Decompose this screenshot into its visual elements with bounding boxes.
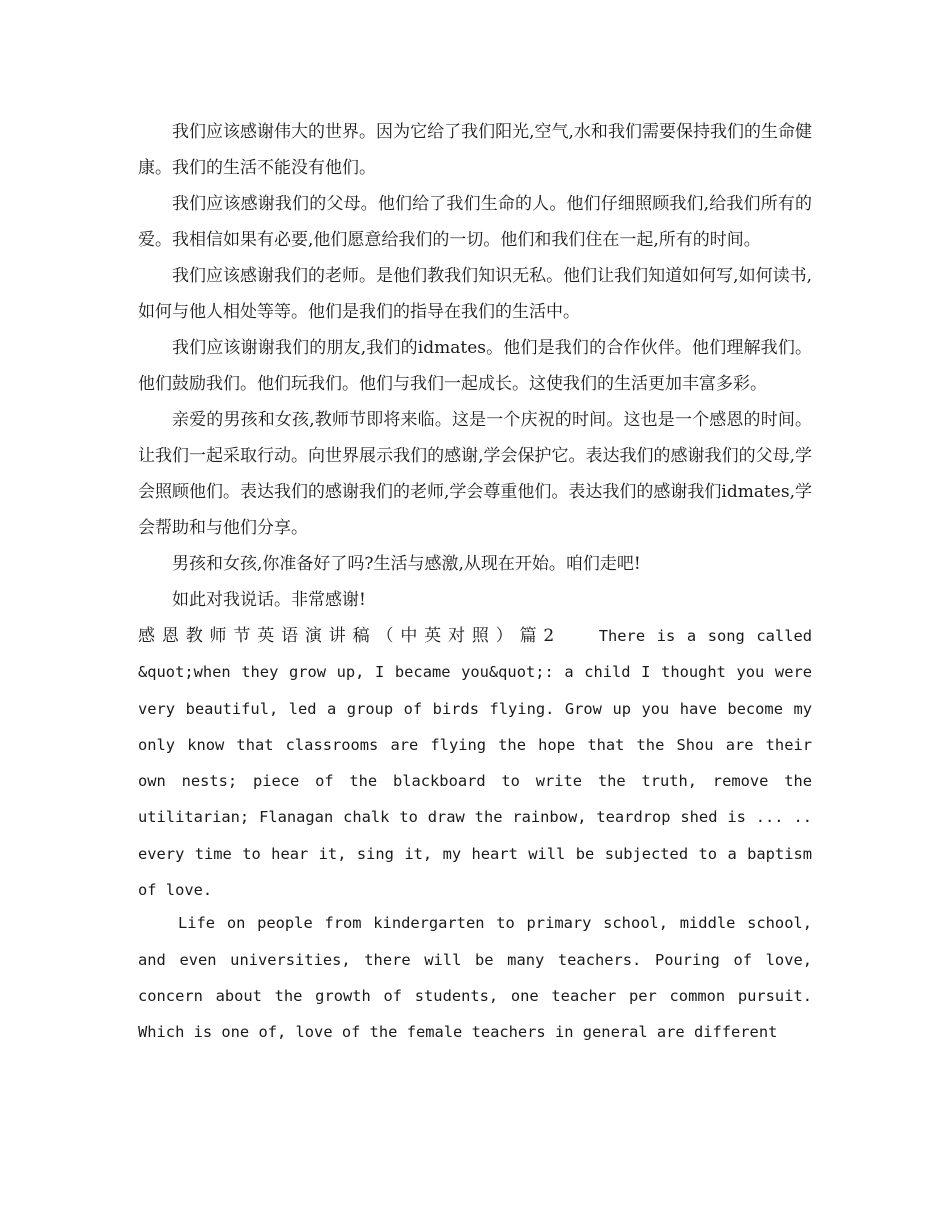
paragraph-teachers-day: 亲爱的男孩和女孩,教师节即将来临。这是一个庆祝的时间。这也是一个感恩的时间。让我们一起采取行动。向世界展示我们的感谢,学会保护它。表达我们的感谢我们的父母,学会照顾他们。表达我们的感谢我们的老师,学会尊重他们。表达我们的感谢我们idmates,学会帮助和与他们分享。: [138, 410, 812, 538]
section-heading: 感恩教师节英语演讲稿（中英对照）篇2: [138, 626, 559, 646]
section-heading-paragraph: [138, 618, 812, 908]
document-page: [138, 114, 812, 1051]
english-paragraph-teachers: Life on people from kindergarten to primary school, middle school, and even universities, there will be many teachers. Pouring of love, concern about the growth of students, one teacher per common pursuit. Which is one of, love of the female teachers in general are different: [138, 914, 812, 1042]
english-paragraph-song: There is a song called &quot;when they grow up, I became you&quot;: a child I thought you were very beautiful, led a group of birds flying. Grow up you have become my only know that classrooms are flying the hope that the Shou are their own nests; piece of the blackboard to write the truth, remove the utilitarian; Flanagan chalk to draw the rainbow, teardrop shed is ... .. every time to hear it, sing it, my heart will be subjected to a baptism of love.: [138, 627, 812, 900]
paragraph-thank-world: 我们应该感谢伟大的世界。因为它给了我们阳光,空气,水和我们需要保持我们的生命健康。我们的生活不能没有他们。: [138, 122, 812, 178]
paragraph-ready: 男孩和女孩,你准备好了吗?生活与感激,从现在开始。咱们走吧!: [172, 554, 641, 574]
paragraph-thank-parents: 我们应该感谢我们的父母。他们给了我们生命的人。他们仔细照顾我们,给我们所有的爱。我相信如果有必要,他们愿意给我们的一切。他们和我们住在一起,所有的时间。: [138, 194, 812, 250]
paragraph-thank-teachers: 我们应该感谢我们的老师。是他们教我们知识无私。他们让我们知道如何写,如何读书,如何与他人相处等等。他们是我们的指导在我们的生活中。: [138, 266, 812, 322]
english-block: [138, 905, 812, 1050]
paragraph-thank-friends: 我们应该谢谢我们的朋友,我们的idmates。他们是我们的合作伙伴。他们理解我们。他们鼓励我们。他们玩我们。他们与我们一起成长。这使我们的生活更加丰富多彩。: [138, 338, 812, 394]
paragraph-closing: 如此对我说话。非常感谢!: [172, 590, 366, 610]
